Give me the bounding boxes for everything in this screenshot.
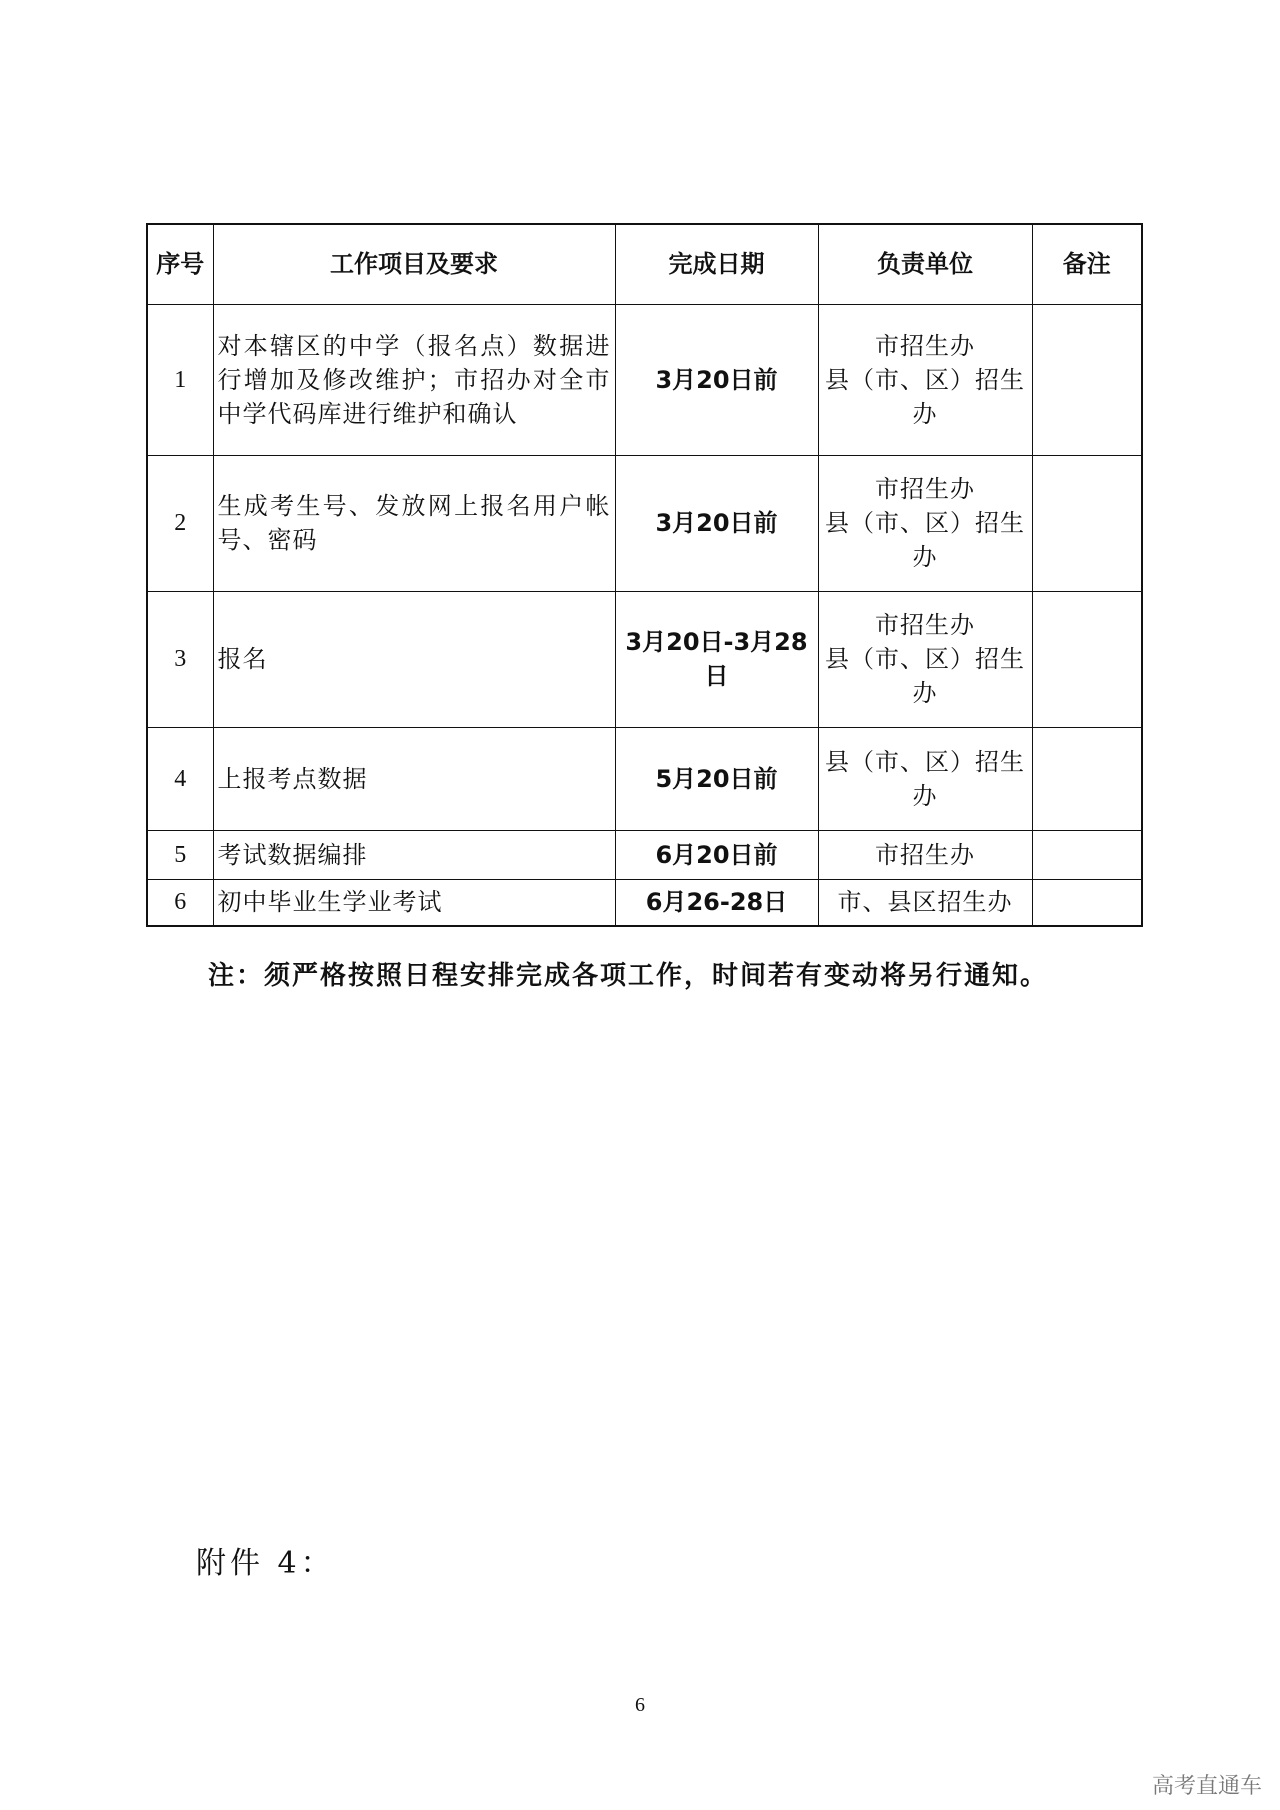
header-date: 完成日期: [615, 224, 818, 304]
header-unit: 负责单位: [818, 224, 1032, 304]
row-unit: [818, 591, 1032, 727]
unit-line: 市招生办: [875, 331, 975, 360]
row-unit: [818, 455, 1032, 591]
header-note: 备注: [1032, 224, 1142, 304]
row-unit: [818, 304, 1032, 455]
unit-line: 县（市、区）招生办: [825, 645, 1025, 707]
table-row: [147, 591, 1142, 727]
row-note: [1032, 304, 1142, 455]
row-note: [1032, 591, 1142, 727]
row-note: [1032, 879, 1142, 926]
row-item: 报名: [213, 591, 615, 727]
row-date: 6月20日前: [615, 830, 818, 879]
unit-line: 市招生办: [875, 475, 975, 503]
unit-line: 市招生办: [875, 840, 975, 869]
row-date: 5月20日前: [615, 727, 818, 830]
unit-line: 县（市、区）招生办: [825, 509, 1025, 571]
schedule-note: 注：须严格按照日程安排完成各项工作，时间若有变动将另行通知。: [208, 961, 1049, 991]
row-date: 6月26-28日: [615, 879, 818, 926]
row-no: 5: [147, 830, 213, 879]
unit-line: 市、县区招生办: [837, 888, 1013, 917]
watermark: 高考直通车: [1151, 1774, 1262, 1799]
row-item: 初中毕业生学业考试: [213, 879, 615, 926]
header-item: 工作项目及要求: [213, 224, 615, 304]
table-row: [147, 830, 1142, 879]
row-no: 6: [147, 879, 213, 926]
row-item: 考试数据编排: [213, 830, 615, 879]
row-unit: [818, 727, 1032, 830]
row-note: [1032, 727, 1142, 830]
row-unit: [818, 879, 1032, 926]
row-date: 3月20日-3月28日: [615, 591, 818, 727]
row-unit: [818, 830, 1032, 879]
header-no: 序号: [147, 224, 213, 304]
row-date: 3月20日前: [615, 455, 818, 591]
unit-line: 县（市、区）招生办: [825, 365, 1025, 428]
unit-line: 市招生办: [875, 611, 975, 639]
table-row: [147, 304, 1142, 455]
schedule-table: [146, 223, 1143, 927]
row-item: 生成考生号、发放网上报名用户帐号、密码: [213, 455, 615, 591]
table-row: [147, 455, 1142, 591]
attachment-label: 附件 4：: [196, 1546, 335, 1581]
row-no: 2: [147, 455, 213, 591]
table-row: [147, 879, 1142, 926]
row-no: 3: [147, 591, 213, 727]
table-header-row: [147, 224, 1142, 304]
row-item: 上报考点数据: [213, 727, 615, 830]
unit-line: 县（市、区）招生办: [825, 747, 1025, 810]
row-note: [1032, 830, 1142, 879]
row-no: 4: [147, 727, 213, 830]
table-row: [147, 727, 1142, 830]
row-note: [1032, 455, 1142, 591]
page-number: 6: [635, 1694, 645, 1716]
row-no: 1: [147, 304, 213, 455]
row-date: 3月20日前: [615, 304, 818, 455]
row-item: 对本辖区的中学（报名点）数据进行增加及修改维护；市招办对全市中学代码库进行维护和确认: [213, 304, 615, 455]
